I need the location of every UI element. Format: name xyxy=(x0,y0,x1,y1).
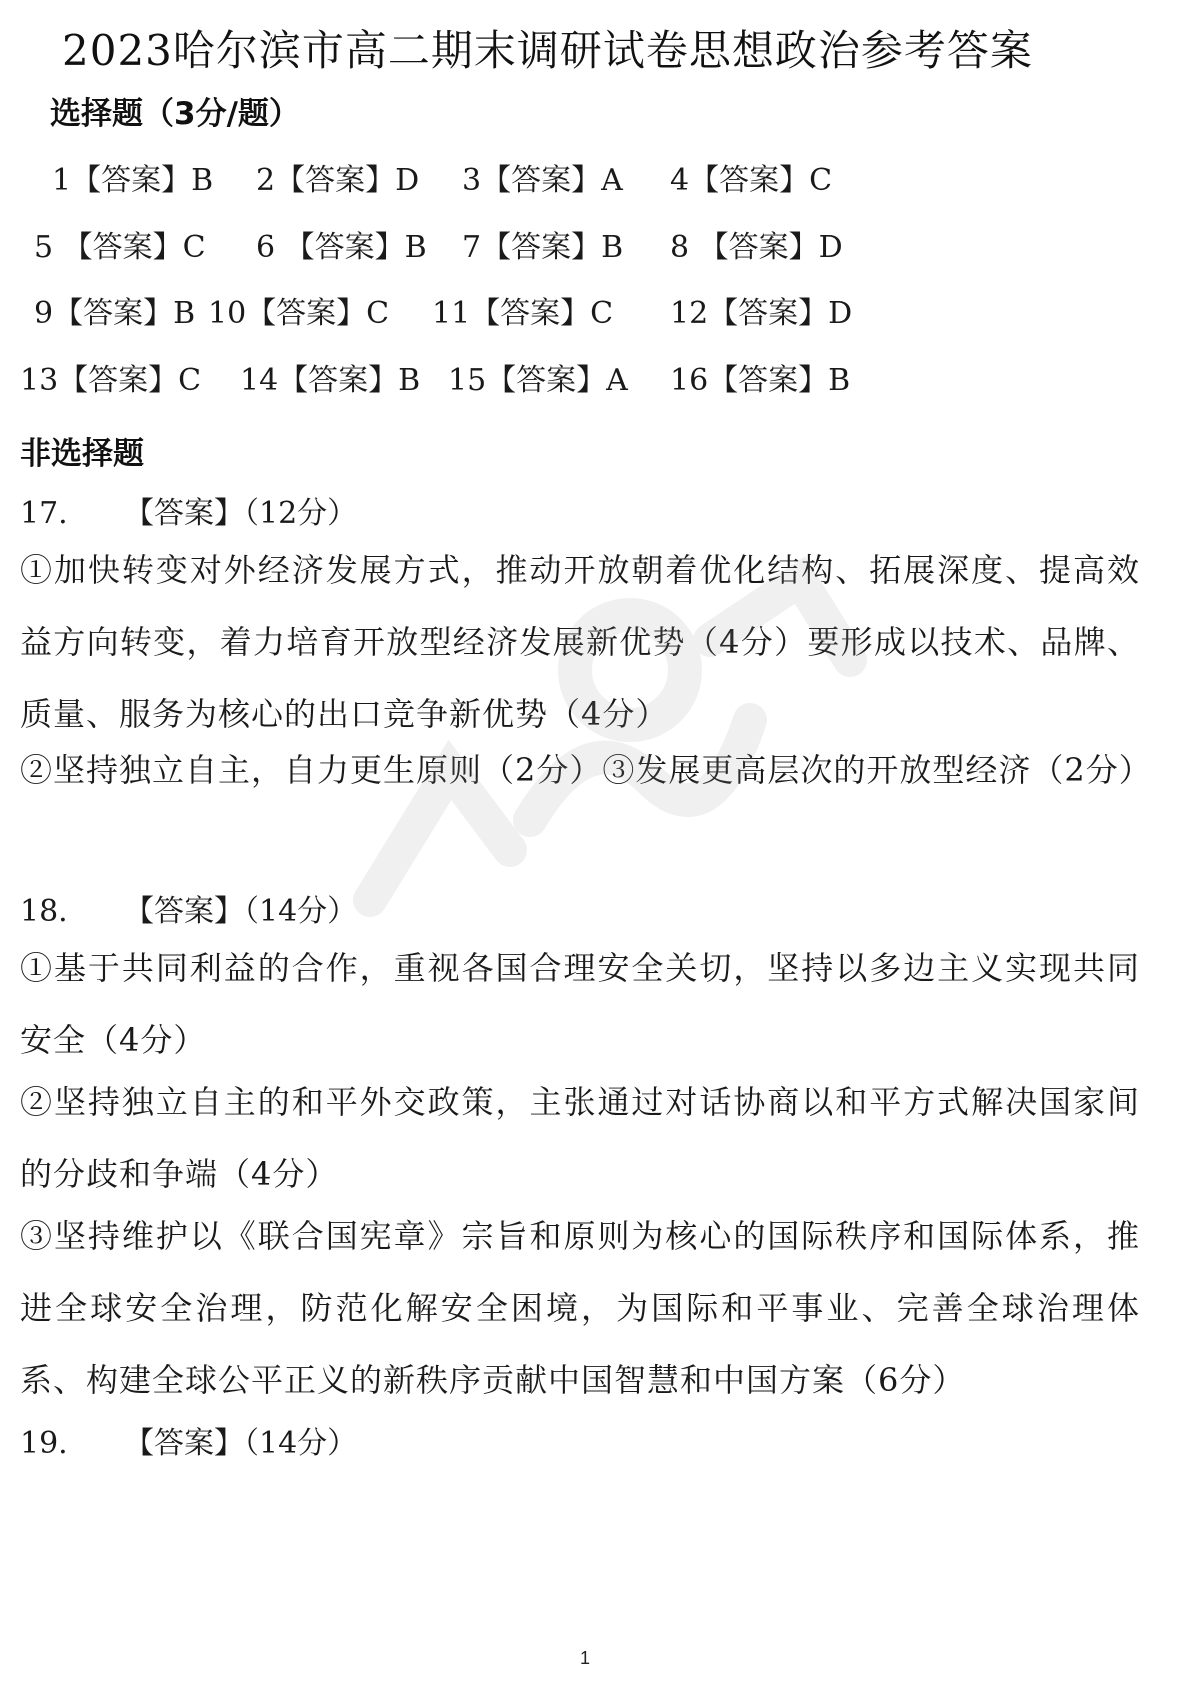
mc-answer-16: 16【答案】B xyxy=(670,363,851,398)
page-title: 2023哈尔滨市高二期末调研试卷思想政治参考答案 xyxy=(62,26,1033,75)
mc-answer-2: 2【答案】D xyxy=(256,163,420,198)
mc-answer-10: 10【答案】C xyxy=(208,296,390,331)
mc-answer-14: 14【答案】B xyxy=(240,363,421,398)
question-17-answer-1: ①加快转变对外经济发展方式，推动开放朝着优化结构、拓展深度、提高效益方向转变，着力培育开放型经济发展新优势（4分）要形成以技术、品牌、质量、服务为核心的出口竞争新优势（4分） xyxy=(20,551,1140,733)
non-choice-heading: 非选择题 xyxy=(20,436,144,472)
question-19-number: 19. xyxy=(20,1426,68,1461)
mc-answer-12: 12【答案】D xyxy=(670,296,853,331)
multiple-choice-heading: 选择题（3分/题） xyxy=(50,96,300,132)
mc-answer-8: 8 【答案】D xyxy=(670,230,843,265)
question-18-answer-1: ①基于共同利益的合作，重视各国合理安全关切，坚持以多边主义实现共同安全（4分） xyxy=(20,949,1140,1059)
mc-answer-5: 5 【答案】C xyxy=(34,230,206,265)
mc-answer-3: 3【答案】A xyxy=(462,163,623,198)
question-18-number: 18. xyxy=(20,894,68,929)
page-number: 1 xyxy=(579,1648,590,1668)
mc-answer-9: 9【答案】B xyxy=(34,296,196,331)
question-17-number: 17. xyxy=(20,496,68,531)
question-19-label: 【答案】（14分） xyxy=(124,1426,358,1461)
mc-answer-11: 11【答案】C xyxy=(432,296,614,331)
mc-answer-13: 13【答案】C xyxy=(20,363,202,398)
question-18-answer-2: ②坚持独立自主的和平外交政策，主张通过对话协商以和平方式解决国家间的分歧和争端（4分） xyxy=(20,1083,1140,1193)
question-17-header xyxy=(20,488,357,532)
question-17-label: 【答案】（12分） xyxy=(124,496,358,531)
question-19-header xyxy=(20,1418,357,1462)
question-18-label: 【答案】（14分） xyxy=(124,894,358,929)
mc-answer-4: 4【答案】C xyxy=(670,163,833,198)
mc-answer-1: 1【答案】B xyxy=(52,163,214,198)
question-17-answer-2: ②坚持独立自主，自力更生原则（2分）③发展更高层次的开放型经济（2分） xyxy=(20,751,1152,789)
question-18-header xyxy=(20,886,357,930)
mc-answer-7: 7【答案】B xyxy=(462,230,624,265)
question-18-answer-3: ③坚持维护以《联合国宪章》宗旨和原则为核心的国际秩序和国际体系，推进全球安全治理，防范化解安全困境，为国际和平事业、完善全球治理体系、构建全球公平正义的新秩序贡献中国智慧和中国方案（6分） xyxy=(20,1217,1140,1399)
mc-answer-6: 6 【答案】B xyxy=(256,230,427,265)
mc-answer-15: 15【答案】A xyxy=(448,363,628,398)
